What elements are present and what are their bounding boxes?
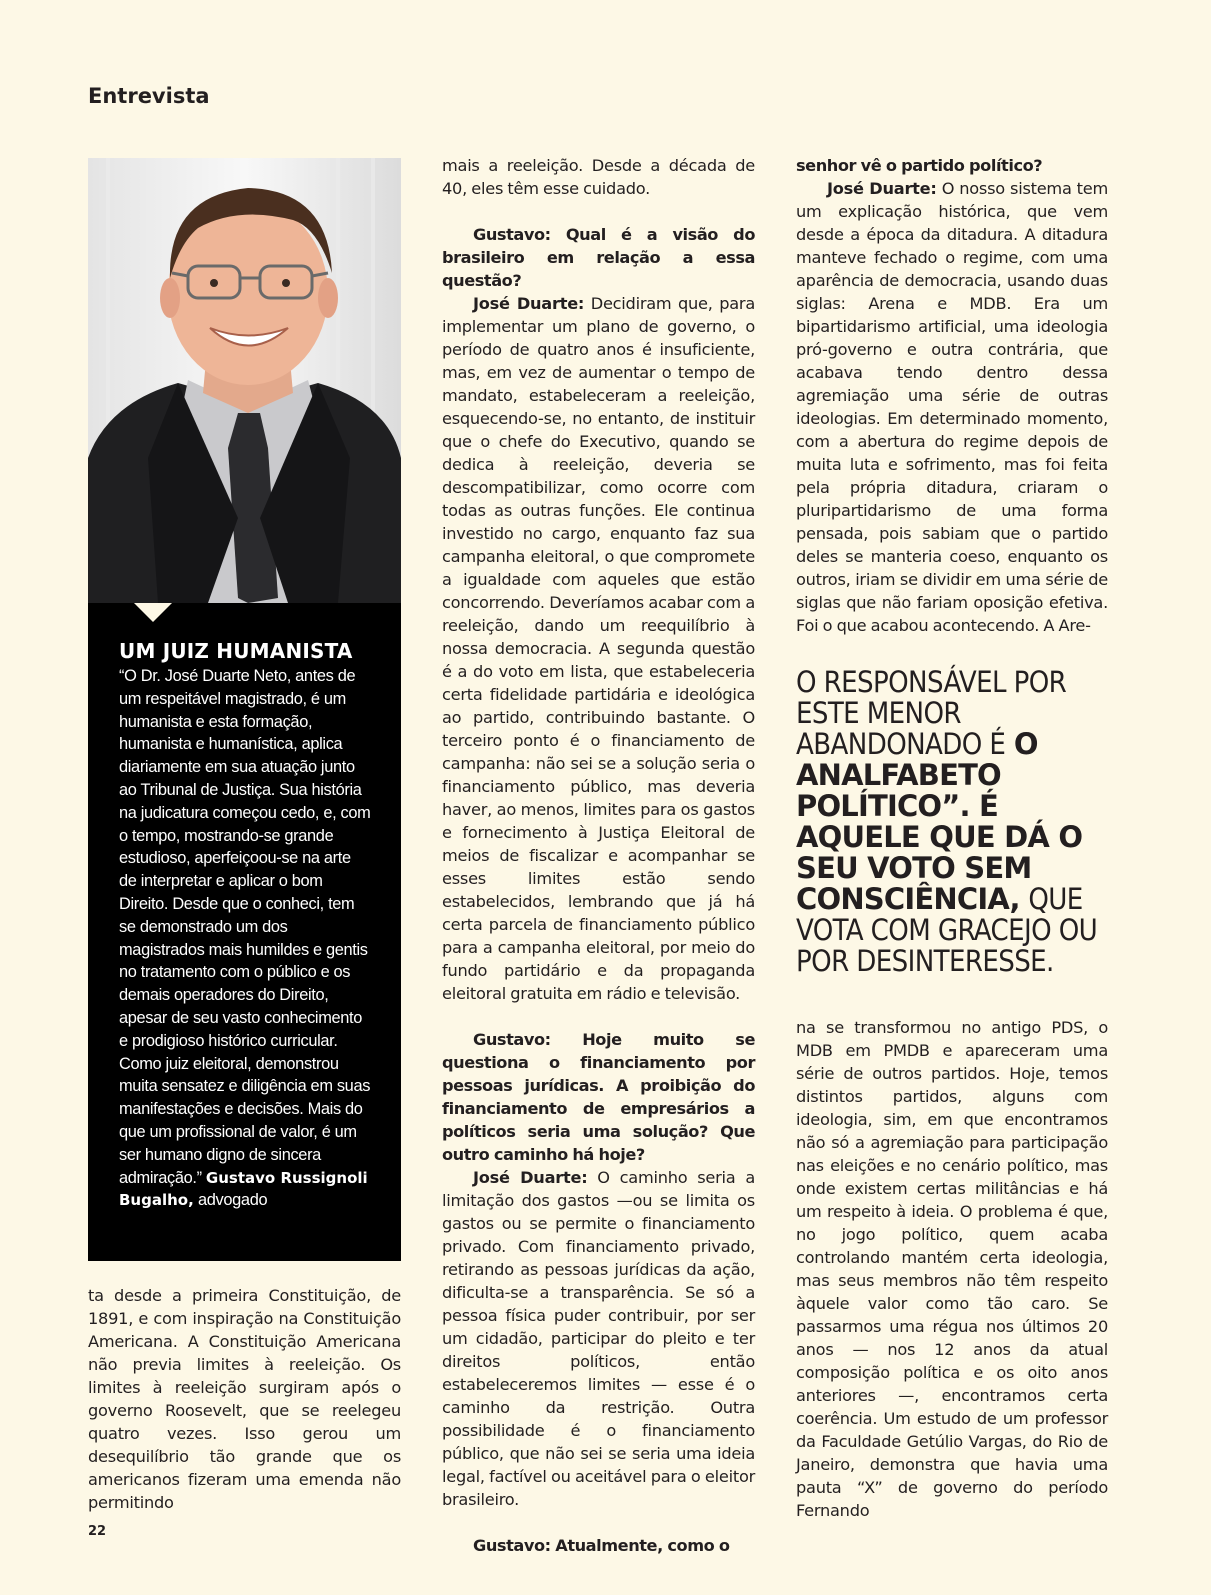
paragraph: na se transformou no antigo PDS, o MDB em PMDB e apareceram uma série de outros partidos. Hoje, temos distintos partidos, alguns com ideologia, sim, em que encontramos não só a agremiação para participação nas eleições e no cenário político, mas onde existem certas militâncias e há um respeito à ideia. O problema é que, no jogo político, quem acaba controlando mantém certa ideologia, mas seus membros não têm respeito àquele valor como tão caro. Se passarmos uma régua nos últimos 20 anos — nos 12 anos da atual composição política e os oito anos anteriores —, encontramos certa coerência. Um estudo de um professor da Faculdade Getúlio Vargas, do Rio de Janeiro, demonstra que havia uma pauta “X” de governo do período Fernando [796, 1018, 1108, 1520]
interview-answer [442, 1166, 755, 1511]
answer-text: Decidiram que, para implementar um plano de governo, o período de quatro anos é insuficiente, mas, em vez de aumentar o tempo de mandato, estabeleceram a reeleição, esquecendo-se, no entanto, de instituir que o chefe do Executivo, quando se dedica à reeleição, deveria se descompatibilizar, como ocorre com todas as outras funções. Ele continua investido no cargo, enquanto faz sua campanha eleitoral, o que compromete a igualdade com aqueles que estão concorrendo. Deveríamos acabar com a reeleição, dando um reequilíbrio à nossa democracia. A segunda questão é a do voto em lista, que estabeleceria certa fidelidade partidária e ideológica ao partido, contribuindo bastante. O terceiro ponto é o financiamento de campanha: não sei se a solução seria o financiamento público, mas deveria haver, ao menos, limites para os gastos e fornecimento à Justiça Eleitoral de meios de fiscalizar e acompanhar se esses limites estão sendo estabelecidos, lembrando que já há certa parcela de financiamento público para a campanha eleitoral, por meio do fundo partidário e da propaganda eleitoral gratuita em rádio e televisão. [442, 294, 755, 1003]
quote-author: Gustavo Russignoli Bugalho, [119, 1168, 368, 1210]
speaker-name: José Duarte: [827, 179, 937, 198]
quote-author-role: advogado [198, 1191, 268, 1210]
paragraph: ta desde a primeira Constituição, de 1891, e com inspiração na Constituição Americana. A Constituição Americana não previa limites à reeleição. Os limites à reeleição surgiram após o governo Roosevelt, que se reelegeu quatro vezes. Isso gerou um desequilíbrio tão grande que os americanos fizeram uma emenda não permitindo [88, 1286, 401, 1512]
answer-text: O nosso sistema tem um explicação histórica, que vem desde a época da ditadura. A ditadura manteve fechado o regime, com uma aparência de democracia, usando duas siglas: Arena e MDB. Era um bipartidarismo artificial, uma ideologia pró-governo e outra contrária, que acabava tendo dentro dessa agremiação uma série de outras ideologias. Em determinado momento, com a abertura do regime depois de muita luta e sofrimento, mas foi feita pela própria ditadura, criaram o pluripartidarismo de uma forma pensada, pois sabiam que o partido deles se manteria coeso, enquanto os outros, iriam se dividir em uma série de siglas que não fariam oposição efetiva. Foi o que acabou acontecendo. A Are- [796, 179, 1109, 635]
sidebar-testimonial [88, 603, 401, 1261]
interview-question: Gustavo: Atualmente, como o [473, 1536, 730, 1555]
column-1-text [88, 1284, 401, 1514]
pull-quote [796, 667, 1116, 977]
paragraph: mais a reeleição. Desde a década de 40, eles têm esse cuidado. [442, 156, 755, 198]
column-3-text-top [796, 154, 1108, 637]
section-label: Entrevista [88, 84, 210, 108]
column-2-text [442, 154, 755, 1557]
page-number: 22 [88, 1524, 107, 1539]
quote-body: “O Dr. José Duarte Neto, antes de um respeitável magistrado, é um humanista e esta formação, humanista e humanística, aplica diariamente em sua atuação junto ao Tribunal de Justiça. Sua história na judicatura começou cedo, e, com o tempo, mostrando-se grande estudioso, aperfeiçoou-se na arte de interpretar e aplicar o bom Direito. Desde que o conheci, tem se demonstrado um dos magistrados mais humildes e gentis no tratamento com o público e os demais operadores do Direito, apesar de seu vasto conhecimento e prodigioso histórico curricular. Como juiz eleitoral, demonstrou muita sensatez e diligência em suas manifestações e decisões. Mais do que um profissional de valor, é um ser humano digno de sincera admiração.” [119, 667, 371, 1187]
pull-quote-strong: O ANALFABETO POLÍTICO”. É AQUELE QUE DÁ O SEU VOTO SEM CONSCIÊNCIA, [796, 727, 1083, 916]
sidebar-title: UM JUIZ HUMANISTA [119, 639, 353, 663]
interview-question-cont: senhor vê o partido político? [796, 156, 1043, 175]
interview-answer [796, 177, 1108, 637]
interviewee-photo [88, 158, 401, 603]
pull-quote-light-1: O RESPONSÁVEL POR ESTE MENOR ABANDONADO É [796, 665, 1067, 761]
answer-text: O caminho seria a limitação dos gastos —ou se limita os gastos ou se permite o financiamento privado. Com financiamento privado, retirando as pessoas jurídicas da ação, dificulta-se a transparência. Se só a pessoa física puder contribuir, por ser um cidadão, participar do pleito e ter direitos políticos, então estabeleceremos limites — esse é o caminho da restrição. Outra possibilidade é o financiamento público, que não sei se seria uma ideia legal, factível ou aceitável para o eleitor brasileiro. [442, 1168, 755, 1509]
interview-question: Gustavo: Qual é a visão do brasileiro em relação a essa questão? [442, 225, 755, 290]
portrait-image [88, 158, 401, 603]
speaker-name: José Duarte: [473, 294, 585, 313]
sidebar-quote-text [119, 665, 371, 1212]
interview-question: Gustavo: Hoje muito se questiona o financiamento por pessoas jurídicas. A proibição do financiamento de empresários a políticos seria uma solução? Que outro caminho há hoje? [442, 1030, 755, 1164]
speaker-name: José Duarte: [473, 1168, 588, 1187]
pull-quote-light-2: QUE VOTA COM GRACEJO OU POR DESINTERESSE. [796, 882, 1098, 978]
interview-answer [442, 292, 755, 1005]
column-3-text-bottom [796, 1016, 1108, 1522]
down-arrow-icon [134, 603, 172, 622]
